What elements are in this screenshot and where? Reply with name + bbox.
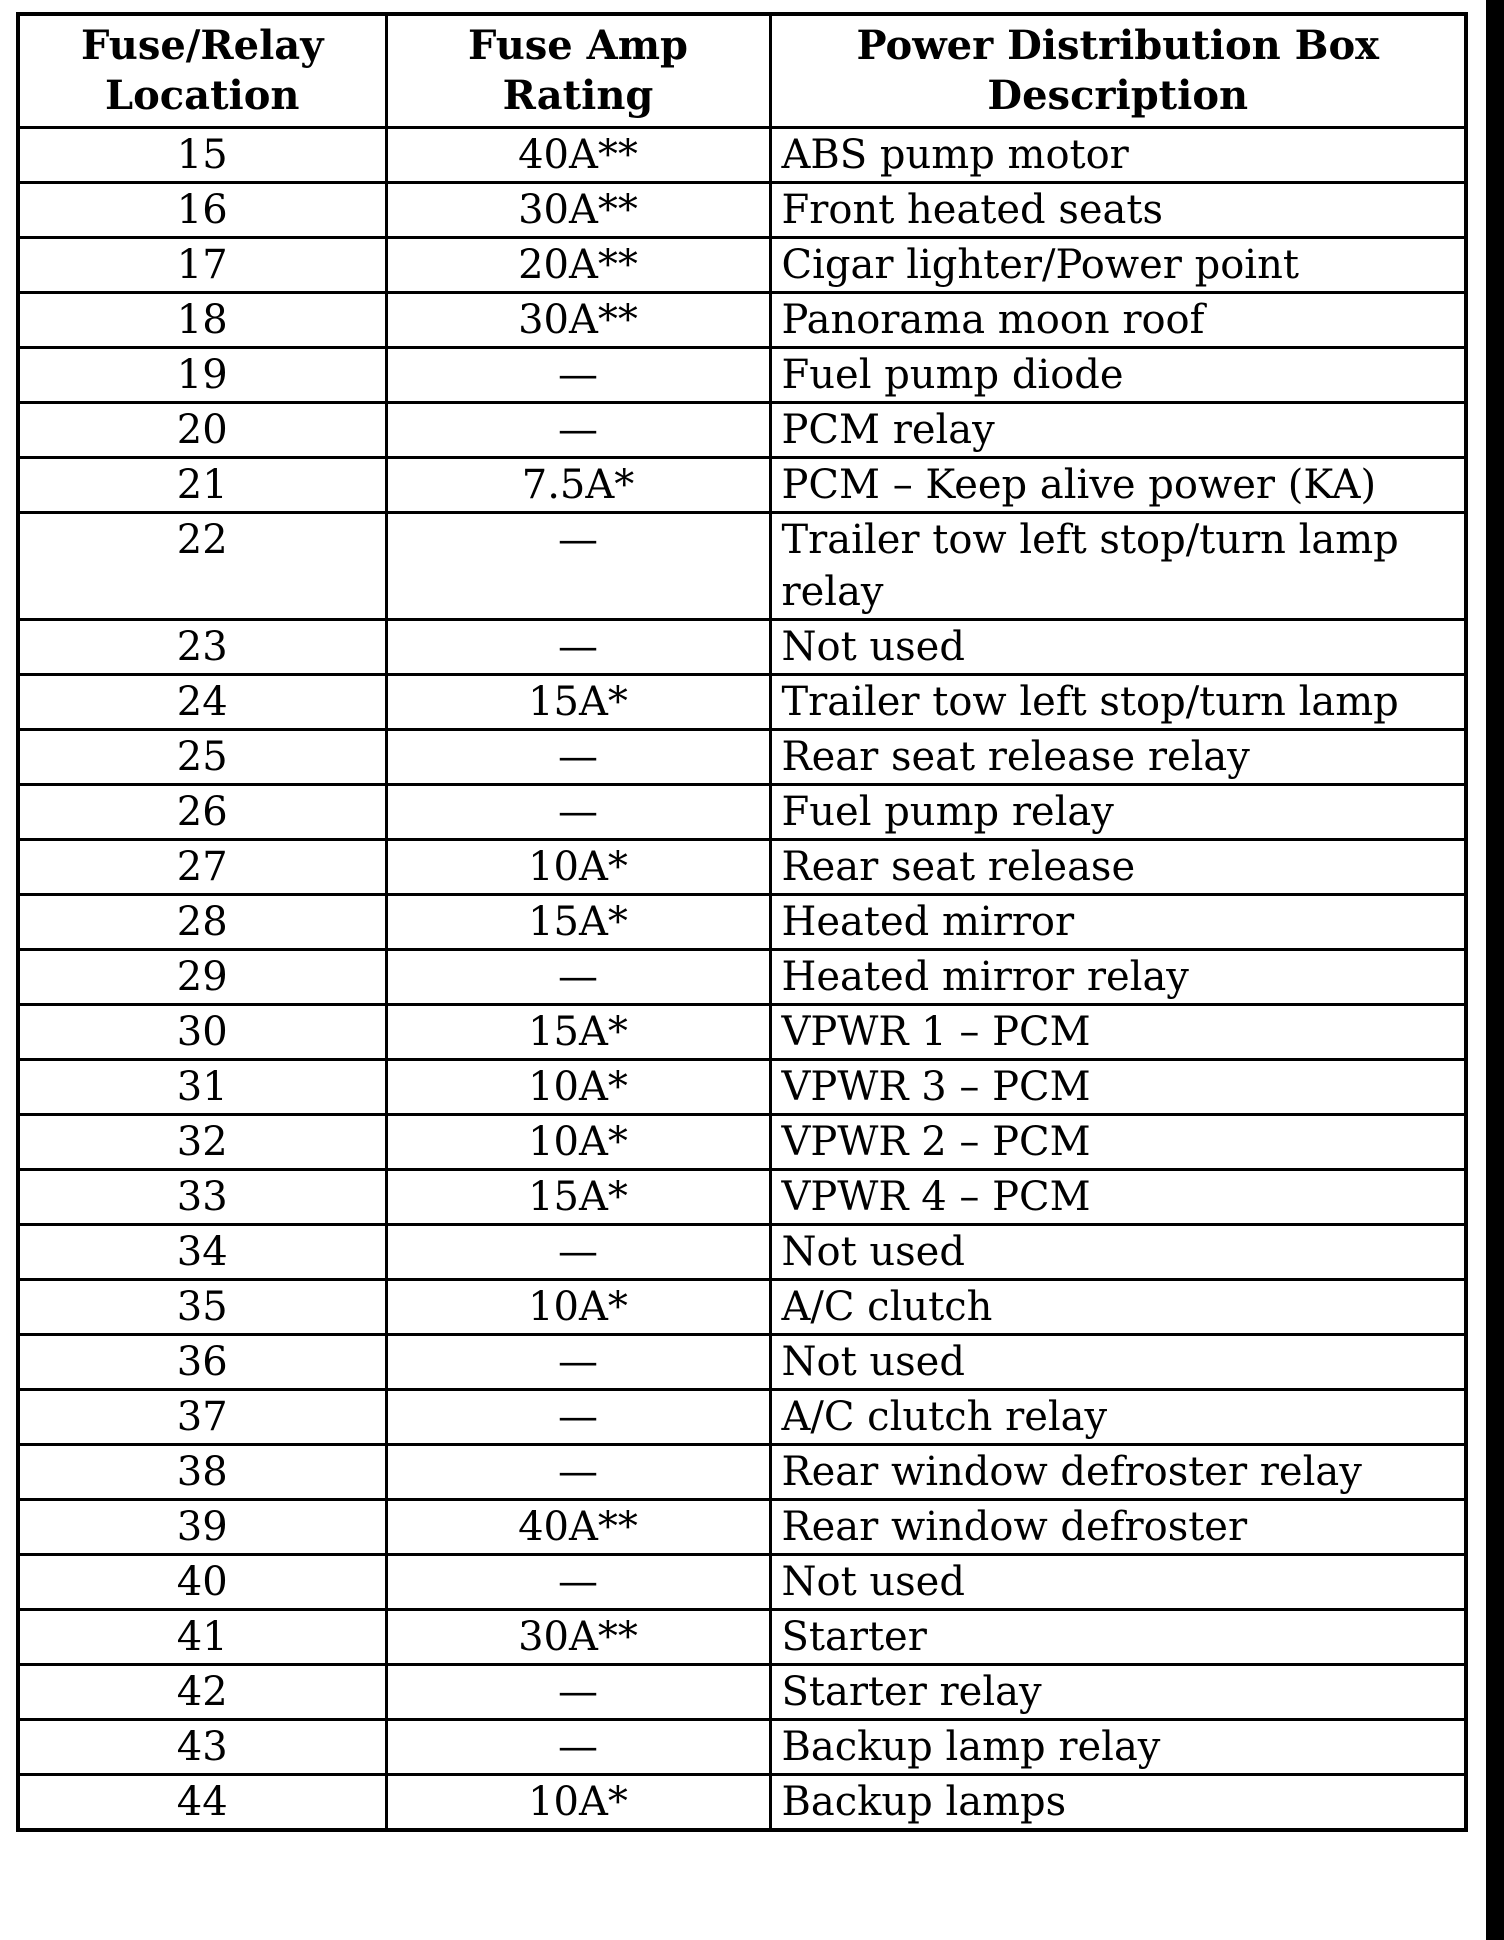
amp-cell: 40A**: [386, 128, 770, 183]
location-cell: 16: [18, 183, 386, 238]
amp-cell: 15A*: [386, 1170, 770, 1225]
description-cell: VPWR 4 – PCM: [770, 1170, 1466, 1225]
location-cell: 32: [18, 1115, 386, 1170]
description-cell: Fuel pump relay: [770, 785, 1466, 840]
description-cell: Not used: [770, 1555, 1466, 1610]
description-cell: Starter relay: [770, 1665, 1466, 1720]
table-row: [18, 1555, 1466, 1610]
header-description-line2: Description: [987, 72, 1249, 119]
table-row: [18, 1225, 1466, 1280]
table-row: [18, 1775, 1466, 1831]
amp-cell: —: [386, 1445, 770, 1500]
description-cell: Backup lamps: [770, 1775, 1466, 1831]
description-cell: Heated mirror relay: [770, 950, 1466, 1005]
description-cell: Starter: [770, 1610, 1466, 1665]
location-cell: 36: [18, 1335, 386, 1390]
table-row: [18, 513, 1466, 620]
description-cell: Heated mirror: [770, 895, 1466, 950]
location-cell: 20: [18, 403, 386, 458]
amp-cell: 10A*: [386, 1775, 770, 1831]
table-row: [18, 620, 1466, 675]
amp-cell: 30A**: [386, 293, 770, 348]
table-row: [18, 895, 1466, 950]
table-row: [18, 1280, 1466, 1335]
description-cell: Rear seat release: [770, 840, 1466, 895]
table-row: [18, 950, 1466, 1005]
table-row: [18, 128, 1466, 183]
amp-cell: 10A*: [386, 1115, 770, 1170]
location-cell: 19: [18, 348, 386, 403]
location-cell: 18: [18, 293, 386, 348]
location-cell: 21: [18, 458, 386, 513]
header-amp-line1: Fuse Amp: [468, 22, 688, 69]
amp-cell: —: [386, 1390, 770, 1445]
table-header: [18, 14, 1466, 128]
table-row: [18, 1720, 1466, 1775]
amp-cell: 40A**: [386, 1500, 770, 1555]
description-cell: PCM relay: [770, 403, 1466, 458]
table-row: [18, 1390, 1466, 1445]
table-body: [18, 128, 1466, 1831]
amp-cell: —: [386, 785, 770, 840]
table-row: [18, 1060, 1466, 1115]
amp-cell: 15A*: [386, 1005, 770, 1060]
amp-cell: —: [386, 950, 770, 1005]
table-row: [18, 1005, 1466, 1060]
header-location-line2: Location: [104, 72, 300, 119]
amp-cell: 15A*: [386, 675, 770, 730]
table-row: [18, 293, 1466, 348]
location-cell: 15: [18, 128, 386, 183]
location-cell: 38: [18, 1445, 386, 1500]
amp-cell: 10A*: [386, 1280, 770, 1335]
location-cell: 17: [18, 238, 386, 293]
description-cell: VPWR 2 – PCM: [770, 1115, 1466, 1170]
table-row: [18, 730, 1466, 785]
header-amp-line2: Rating: [502, 72, 654, 119]
amp-cell: —: [386, 730, 770, 785]
header-location: [18, 14, 386, 128]
table-row: [18, 1665, 1466, 1720]
description-cell: VPWR 1 – PCM: [770, 1005, 1466, 1060]
table-row: [18, 840, 1466, 895]
location-cell: 34: [18, 1225, 386, 1280]
table-row: [18, 238, 1466, 293]
amp-cell: 10A*: [386, 840, 770, 895]
table-row: [18, 1115, 1466, 1170]
location-cell: 25: [18, 730, 386, 785]
location-cell: 28: [18, 895, 386, 950]
amp-cell: —: [386, 1335, 770, 1390]
description-cell: Rear seat release relay: [770, 730, 1466, 785]
header-amp: [386, 14, 770, 128]
table-row: [18, 348, 1466, 403]
table-row: [18, 458, 1466, 513]
amp-cell: —: [386, 620, 770, 675]
right-edge-bar: [1486, 0, 1504, 1940]
fuse-relay-table: [16, 12, 1468, 1832]
amp-cell: —: [386, 348, 770, 403]
description-cell: Rear window defroster: [770, 1500, 1466, 1555]
description-cell: A/C clutch relay: [770, 1390, 1466, 1445]
amp-cell: 30A**: [386, 1610, 770, 1665]
table-row: [18, 675, 1466, 730]
table-row: [18, 403, 1466, 458]
location-cell: 42: [18, 1665, 386, 1720]
description-cell: Rear window defroster relay: [770, 1445, 1466, 1500]
location-cell: 35: [18, 1280, 386, 1335]
description-cell: Cigar lighter/Power point: [770, 238, 1466, 293]
description-cell: Not used: [770, 620, 1466, 675]
description-cell: Not used: [770, 1335, 1466, 1390]
location-cell: 44: [18, 1775, 386, 1831]
amp-cell: —: [386, 1720, 770, 1775]
location-cell: 26: [18, 785, 386, 840]
header-row: [18, 14, 1466, 128]
description-cell: A/C clutch: [770, 1280, 1466, 1335]
location-cell: 33: [18, 1170, 386, 1225]
header-description-line1: Power Distribution Box: [856, 22, 1379, 69]
description-cell: Panorama moon roof: [770, 293, 1466, 348]
amp-cell: —: [386, 1665, 770, 1720]
table-row: [18, 785, 1466, 840]
header-location-line1: Fuse/Relay: [81, 22, 324, 69]
location-cell: 24: [18, 675, 386, 730]
table-row: [18, 1445, 1466, 1500]
description-cell: Trailer tow left stop/turn lamp relay: [770, 513, 1466, 620]
amp-cell: 7.5A*: [386, 458, 770, 513]
table-row: [18, 183, 1466, 238]
description-cell: Not used: [770, 1225, 1466, 1280]
table-row: [18, 1610, 1466, 1665]
amp-cell: —: [386, 1225, 770, 1280]
location-cell: 27: [18, 840, 386, 895]
table-row: [18, 1335, 1466, 1390]
amp-cell: 10A*: [386, 1060, 770, 1115]
description-cell: Fuel pump diode: [770, 348, 1466, 403]
location-cell: 30: [18, 1005, 386, 1060]
location-cell: 39: [18, 1500, 386, 1555]
description-cell: Trailer tow left stop/turn lamp: [770, 675, 1466, 730]
location-cell: 23: [18, 620, 386, 675]
location-cell: 37: [18, 1390, 386, 1445]
description-cell: Front heated seats: [770, 183, 1466, 238]
location-cell: 41: [18, 1610, 386, 1665]
location-cell: 40: [18, 1555, 386, 1610]
description-cell: ABS pump motor: [770, 128, 1466, 183]
amp-cell: 20A**: [386, 238, 770, 293]
header-description: [770, 14, 1466, 128]
amp-cell: 30A**: [386, 183, 770, 238]
description-cell: Backup lamp relay: [770, 1720, 1466, 1775]
amp-cell: —: [386, 1555, 770, 1610]
location-cell: 22: [18, 513, 386, 620]
description-cell: PCM – Keep alive power (KA): [770, 458, 1466, 513]
amp-cell: —: [386, 513, 770, 620]
amp-cell: 15A*: [386, 895, 770, 950]
description-cell: VPWR 3 – PCM: [770, 1060, 1466, 1115]
location-cell: 31: [18, 1060, 386, 1115]
location-cell: 43: [18, 1720, 386, 1775]
location-cell: 29: [18, 950, 386, 1005]
amp-cell: —: [386, 403, 770, 458]
table-row: [18, 1170, 1466, 1225]
table-row: [18, 1500, 1466, 1555]
